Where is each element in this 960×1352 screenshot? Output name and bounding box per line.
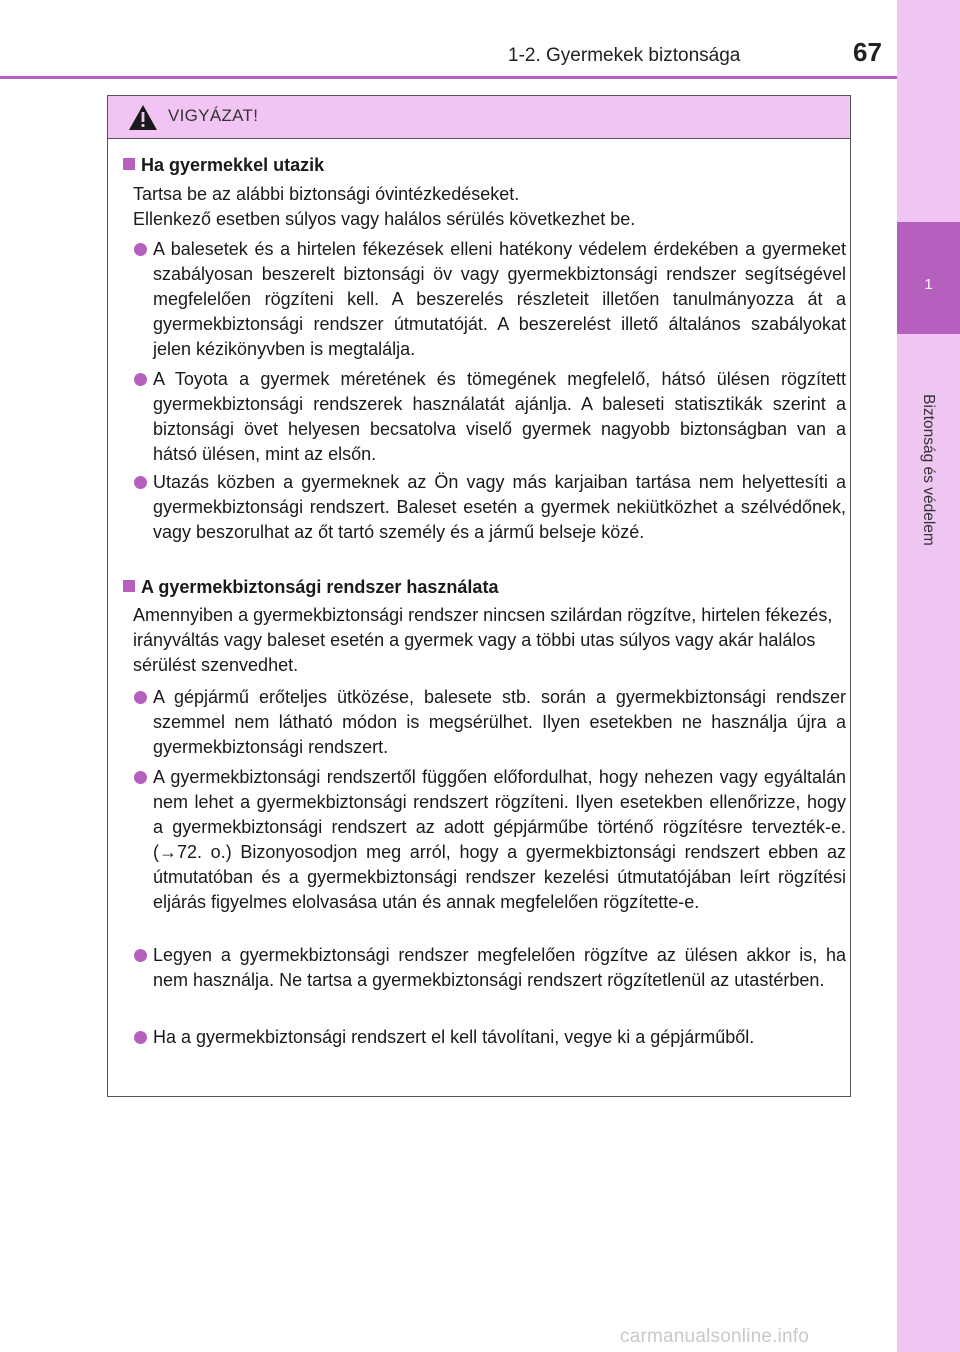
chapter-number: 1: [924, 276, 933, 293]
square-bullet-icon: [123, 580, 135, 592]
round-bullet-icon: [134, 373, 147, 386]
round-bullet-icon: [134, 476, 147, 489]
section-heading: Ha gyermekkel utazik: [123, 153, 324, 178]
warning-header: [108, 96, 850, 139]
square-bullet-icon: [123, 158, 135, 170]
section-heading: A gyermekbiztonsági rendszer használata: [123, 575, 498, 600]
section-intro: Tartsa be az alábbi biztonsági óvintézkedéseket.: [133, 184, 520, 204]
round-bullet-icon: [134, 771, 147, 784]
watermark: carmanualsonline.info: [620, 1326, 810, 1347]
warning-box: VIGYÁZAT! Ha gyermekkel utazik Tartsa be az alábbi biztonsági óvintézkedéseket. Ellenkező esetben súlyos vagy halálos sérülés következhet be. A balesetek és a hirtelen fékezések elleni hatékony védelem érdekében a gyermeket szabályosan beszerelt biztonsági öv vagy gyermekbiztonsági rendszer segítségével megfelelően rögzíteni kell. A beszerelés részleteit illetően tanulmányozza át a gyermekbiztonsági rendszer útmutatóját. A beszerelést illető általános szabályokat jelen kézikönyvben is megtalálja. A Toyota a gyermek méretének és tömegének megfelelő, hátsó ülésen rögzített gyermekbiztonsági rendszerek használatát ajánlja. A baleseti statisztikák szerint a biztonsági övet helyesen becsatolva viselő gyermek nagyobb biztonságban van a hátsó ülésen, mint az elsőn. Utazás közben a gyermeknek az Ön vagy más karjaiban tartása nem helyettesíti a gyermekbiztonsági rendszert. Baleset esetén a gyermek nekiütközhet a szélvédőnek, vagy beszorulhat az őt tartó személy és a jármű belseje közé. A gyermekbiztonsági rendszer használata Amennyiben a gyermekbiztonsági rendszer nincsen szilárdan rögzítve, hirtelen fékezés, irányváltás vagy baleset esetén a gyermek vagy a többi utas súlyos vagy akár halálos sérülést szenvedhet. A gépjármű erőteljes ütközése, balesete stb. során a gyermekbiztonsági rendszer szemmel nem látható módon is megsérülhet. Ilyen esetekben ne használja újra a gyermekbiztonsági rendszert. A gyermekbiztonsági rendszertől függően előfordulhat, hogy nehezen vagy egyáltalán nem lehet a gyermekbiztonsági rendszert rögzíteni. Ilyen esetekben ellenőrizze, hogy a gyermekbiztonsági rendszert az adott gépjárműbe történő rögzítésre tervezték-e. (→72. o.) Bizonyosodjon meg arról, hogy a gyermekbiztonsági rendszert ebben az útmutatóban és a gyermekbiztonsági rendszer kezelési útmutatójában leírt rögzítési eljárás figyelmes elolvasása után és annak megfelelően rögzítette-e. Legyen a gyermekbiztonsági rendszer megfelelően rögzítve az ülésen akkor is, ha nem használja. Ne tartsa a gyermekbiztonsági rendszert rögzítetlenül az utastérben. Ha a gyermekbiztonsági rendszert el kell távolítani, vegye ki a gépjárműből.: [107, 95, 851, 1097]
warning-triangle-icon: [128, 104, 158, 131]
warning-title: VIGYÁZAT!: [168, 106, 259, 125]
round-bullet-icon: [134, 1031, 147, 1044]
round-bullet-icon: [134, 243, 147, 256]
round-bullet-icon: [134, 691, 147, 704]
section-intro: Amennyiben a gyermekbiztonsági rendszer nincsen szilárdan rögzítve, hirtelen fékezés, irányváltás vagy baleset esetén a gyermek vagy a többi utas súlyos vagy akár halálos sérülést szenvedhet.: [133, 605, 833, 675]
section-title: 1-2. Gyermekek biztonsága: [508, 45, 741, 66]
round-bullet-icon: [134, 949, 147, 962]
chapter-sidebar: [897, 0, 960, 1352]
page-number: 67: [853, 37, 882, 67]
header-divider: [0, 76, 897, 79]
section-intro: Ellenkező esetben súlyos vagy halálos sérülés következhet be.: [133, 209, 636, 229]
chapter-title: Biztonság és védelem: [920, 394, 937, 546]
